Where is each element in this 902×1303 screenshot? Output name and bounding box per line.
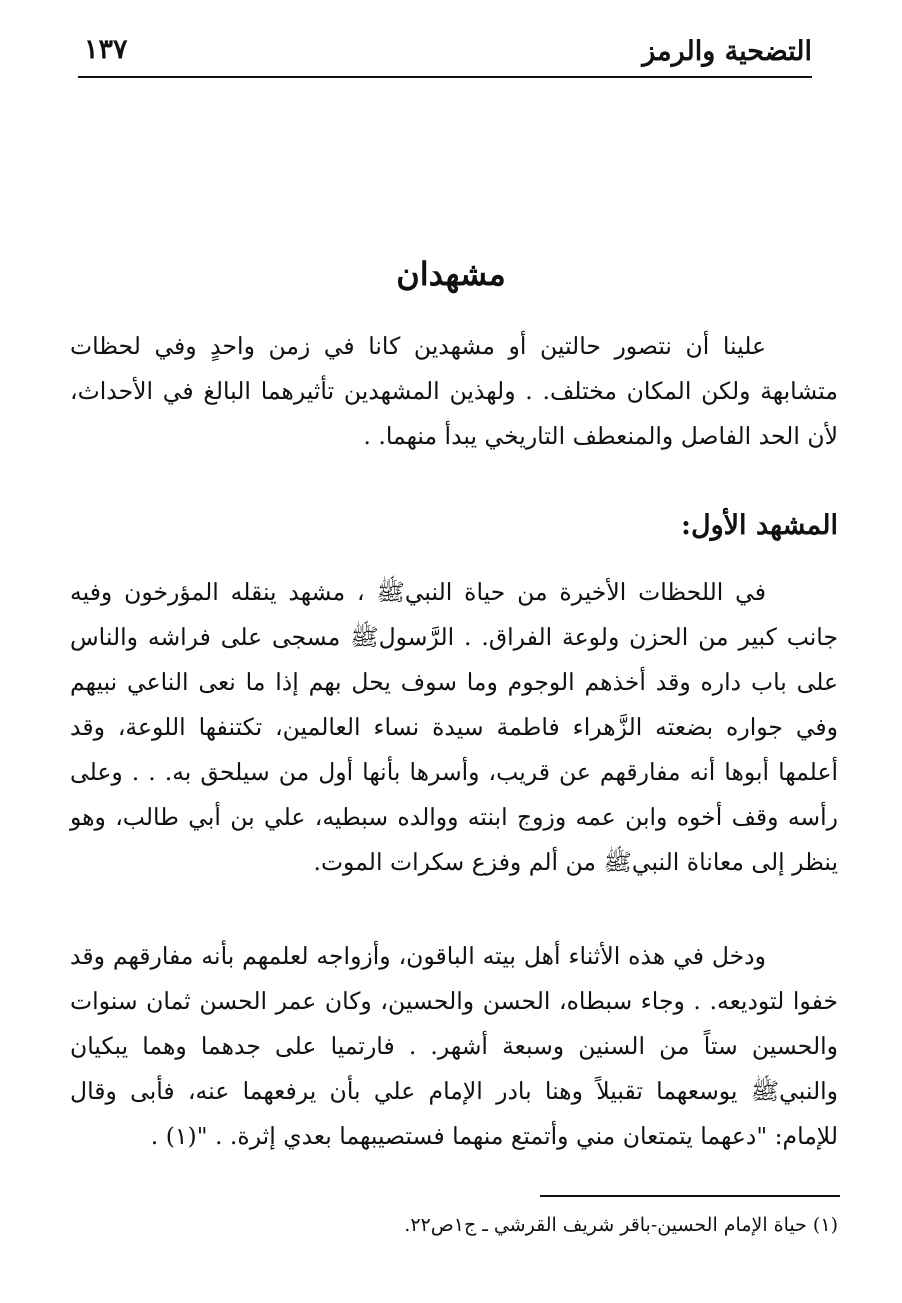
chapter-title: مشهدان	[396, 255, 506, 293]
scene-two-paragraph: ودخل في هذه الأثناء أهل بيته الباقون، وأزواجه لعلمهم بأنه مفارقهم وقد خفوا لتوديعه. . وجاء سبطاه، الحسن والحسين، وكان عمر الحسن ثمان سنوات والحسين ستاً من السنين وسبعة أشهر. . فارتميا على جدهما وهما يبكيان والنبيﷺ يوسعهما تقبيلاً وهنا بادر الإمام علي بأن يرفعهما عنه، فأبى وقال للإمام: "دعهما يتمتعان مني وأتمتع منهما فستصيبهما بعدي إثرة. . "(١) .	[70, 942, 838, 1150]
running-title: التضحية والرمز	[642, 36, 812, 67]
footnote: (١) حياة الإمام الحسين-باقر شريف القرشي ـ ج١ص٢٢.	[404, 1214, 838, 1236]
footnote-divider	[540, 1195, 840, 1197]
page-number: ١٣٧	[84, 34, 128, 65]
scene-one-paragraph: في اللحظات الأخيرة من حياة النبيﷺ ، مشهد ينقله المؤرخون وفيه جانب كبير من الحزن ولوعة الفراق. . الرَّسولﷺ مسجى على فراشه والناس على باب داره وقد أخذهم الوجوم وما سوف يحل بهم إذا ما نعى الناعي نبيهم وفي جواره بضعته الزَّهراء فاطمة سيدة نساء العالمين، تكتنفها اللوعة، وقد أعلمها أبوها أنه مفارقهم عن قريب، وأسرها بأنها أول من سيلحق به. . . وعلى رأسه وقف أخوه وابن عمه وزوج ابنته ووالده سبطيه، علي بن أبي طالب، وهو ينظر إلى معاناة النبيﷺ من ألم وفزع سكرات الموت.	[70, 578, 838, 876]
intro-paragraph: علينا أن نتصور حالتين أو مشهدين كانا في زمن واحدٍ وفي لحظات متشابهة ولكن المكان مختلف. . ولهذين المشهدين تأثيرهما البالغ في الأحداث، لأن الحد الفاصل والمنعطف التاريخي يبدأ منهما. .	[70, 332, 838, 450]
running-header	[78, 30, 812, 78]
section-heading: المشهد الأول:	[681, 510, 838, 541]
